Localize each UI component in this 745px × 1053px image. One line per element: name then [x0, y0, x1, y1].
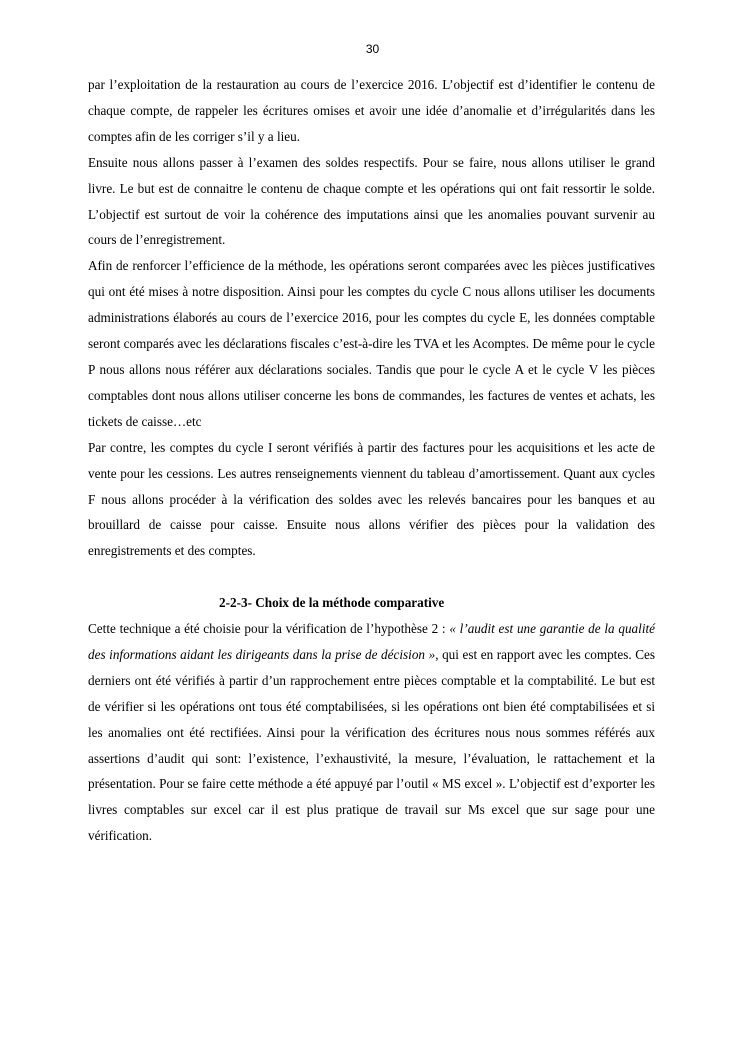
- section-heading: 2-2-3- Choix de la méthode comparative: [219, 595, 445, 611]
- paragraph-efficience: Afin de renforcer l’efficience de la méthode, les opérations seront comparées avec les pièces justificatives qui ont été mises à notre disposition. Ainsi pour les comptes du cycle C nous allons utiliser les documents administrations élaborés au cours de l’exercice 2016, pour les comptes du cycle E, les données comptable seront comparés avec les déclarations fiscales c’est-à-dire les TVA et les Acomptes. De même pour le cycle P nous allons nous référer aux déclarations sociales. Tandis que pour le cycle A et le cycle V les pièces comptables dont nous allons utiliser concerne les bons de commandes, les factures de ventes et achats, les tickets de caisse…etc: [88, 258, 655, 429]
- intro-text: Cette technique a été choisie pour la vérification de l’hypothèse 2 :: [88, 621, 450, 637]
- section-spacer: [88, 564, 655, 590]
- paragraph-soldes: Ensuite nous allons passer à l’examen des soldes respectifs. Pour se faire, nous allons utiliser le grand livre. Le but est de connaitre le contenu de chaque compte et les opérations qui ont fait ressortir le solde. L’objectif est surtout de voir la cohérence des imputations ainsi que les anomalies pouvant survenir au cours de l’enregistrement.: [88, 154, 655, 248]
- body-text: , qui est en rapport avec les comptes. Ces derniers ont été vérifiés à partir d’un rapprochement entre pièces comptable et la comptabilité. Le but est de vérifier si les opérations ont tous été comptabilisées, si les opérations ont bien été comptabilisées et si les anomalies ont été rectifiées. Ainsi pour la vérification des écritures nous nous sommes référés aux assertions d’audit qui sont: l’existence, l’exhaustivité, la mesure, l’évaluation, le rattachement et la présentation. Pour se faire cette méthode a été appuyé par l’outil « MS excel ». L’objectif est d’exporter les livres comptables sur excel car il est plus pratique de travail sur Ms excel que sur sage pour une vérification.: [88, 646, 655, 844]
- page-number: 30: [365, 42, 380, 56]
- paragraph-exploitation: par l’exploitation de la restauration au cours de l’exercice 2016. L’objectif est d’identifier le contenu de chaque compte, de rappeler les écritures omises et avoir une idée d’anomalie et d’irrégularités dans les comptes afin de les corriger s’il y a lieu.: [88, 77, 655, 144]
- document-body: [88, 72, 655, 849]
- paragraph-methode-comparative: [88, 616, 655, 849]
- paragraph-cycle-i: Par contre, les comptes du cycle I seront vérifiés à partir des factures pour les acquisitions et les acte de vente pour les cessions. Les autres renseignements viennent du tableau d’amortissement. Quant aux cycles F nous allons procéder à la vérification des soldes avec les relevés bancaires pour les banques et au brouillard de caisse pour caisse. Ensuite nous allons vérifier des pièces pour la validation des enregistrements et des comptes.: [88, 439, 655, 559]
- hypothesis-quote: « l’audit est une garantie de la qualité des informations aidant les dirigeants dans la prise de décision »: [88, 621, 655, 662]
